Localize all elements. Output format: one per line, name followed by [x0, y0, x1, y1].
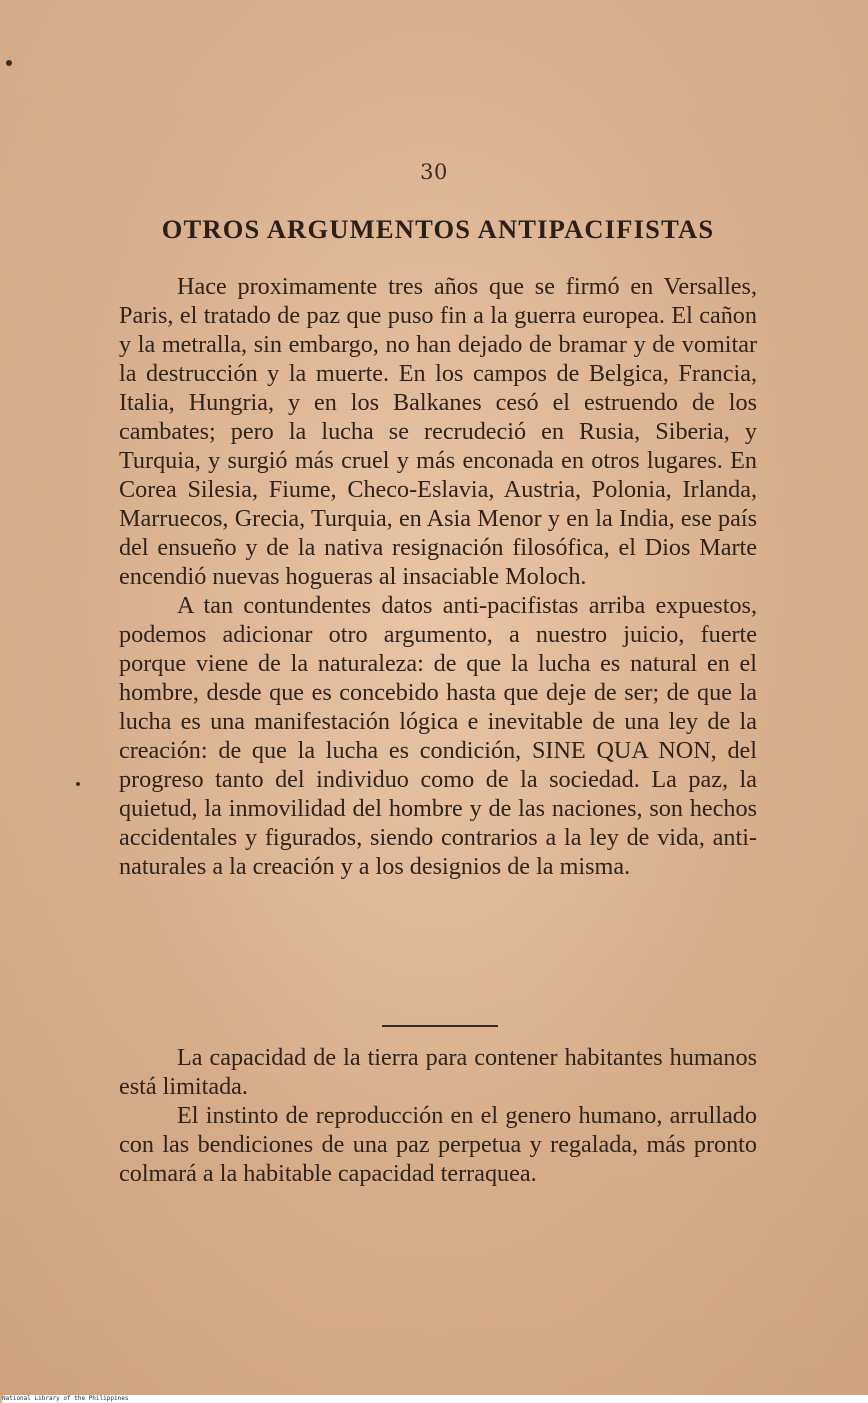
body-text-block-1 — [119, 272, 757, 881]
section-heading: OTROS ARGUMENTOS ANTIPACIFISTAS — [161, 214, 715, 244]
paragraph: Hace proximamente tres años que se firmó en Versalles, Paris, el tratado de paz que puso fin a la guerra europea. El cañon y la metralla, sin embargo, no han dejado de bramar y de vomitar la destrucción y la muerte. En los campos de Belgica, Francia, Italia, Hungria, y en los Balkanes cesó el estruendo de los cambates; pero la lucha se recrudeció en Rusia, Siberia, y Turquia, y surgió más cruel y más enconada en otros lugares. En Corea Silesia, Fiume, Checo-Eslavia, Austria, Polonia, Irlanda, Marruecos, Grecia, Turquia, en Asia Menor y en la India, ese país del ensueño y de la nativa resignación filosófica, el Dios Marte encendió nuevas hogueras al insaciable Moloch. — [119, 273, 757, 590]
paragraph: A tan contundentes datos anti-pacifistas arriba expuestos, podemos adicionar otro argumento, a nuestro juicio, fuerte porque viene de la naturaleza: de que la lucha es natural en el hombre, desde que es concebido hasta que deje de ser; de que la lucha es una manifestación lógica e inevitable de una ley de la creación: de que la lucha es condición, SINE QUA NON, del progreso tanto del individuo como de la sociedad. La paz, la quietud, la inmovilidad del hombre y de las naciones, son hechos accidentales y figurados, siendo contrarios a la ley de vida, antinaturales a la creación y a los designios de la misma. — [119, 592, 757, 880]
ink-speck — [6, 60, 12, 66]
section-divider — [382, 1025, 498, 1027]
page-number: 30 — [420, 160, 448, 184]
body-text-block-2 — [119, 1043, 757, 1188]
paragraph: La capacidad de la tierra para contener habitantes humanos está limitada. — [119, 1044, 757, 1100]
paragraph: El instinto de reproducción en el genero humano, arrullado con las bendiciones de una paz perpetua y regalada, más pronto colmará a la habitable capacidad terraquea. — [119, 1102, 757, 1187]
ink-speck — [76, 782, 80, 786]
library-credit: National Library of the Philippines — [2, 1395, 868, 1403]
